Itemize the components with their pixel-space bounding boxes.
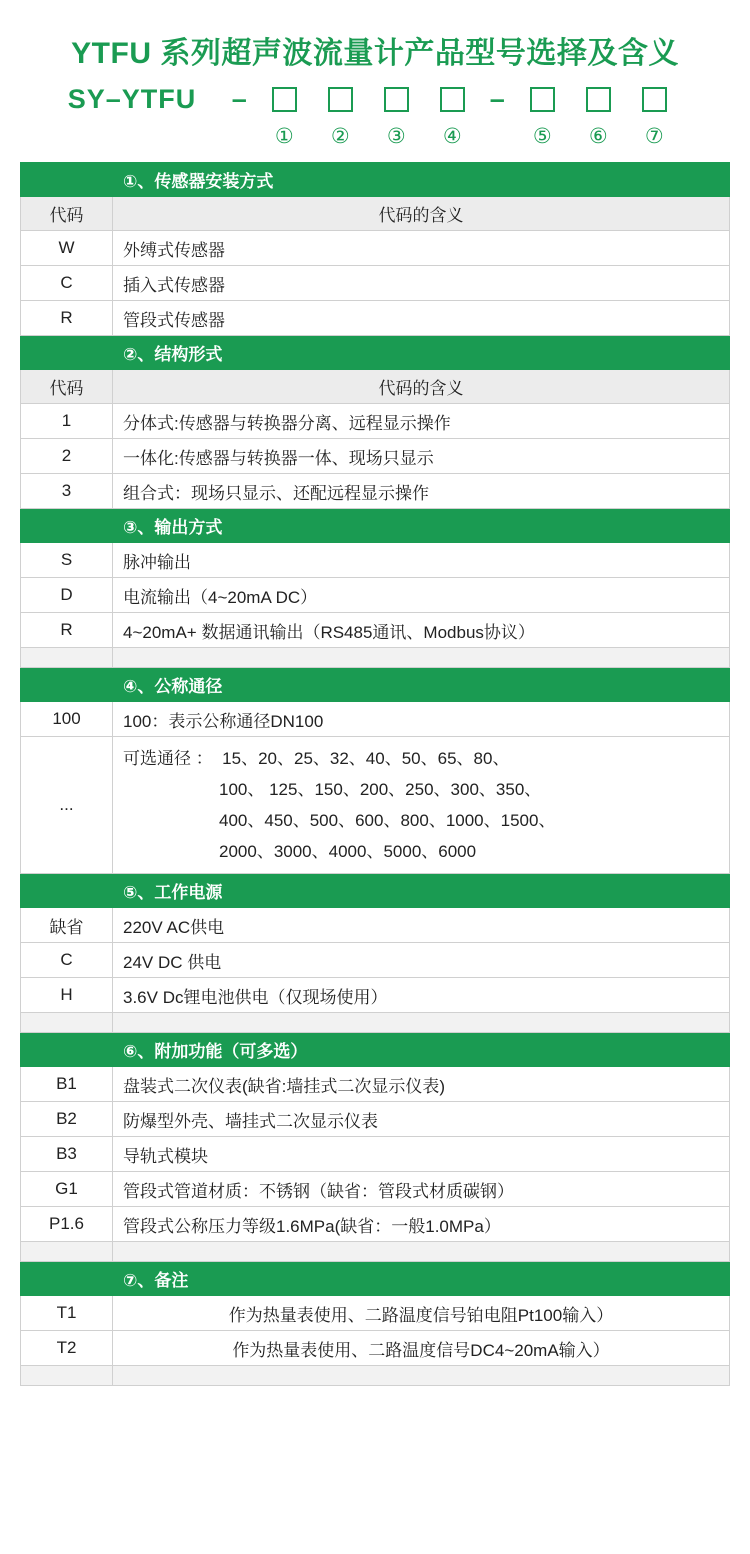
row-code: G1 bbox=[21, 1172, 113, 1207]
row-description: 防爆型外壳、墙挂式二次显示仪表 bbox=[113, 1102, 730, 1137]
model-dash-2: – bbox=[489, 84, 505, 114]
row-description: 分体式:传感器与转换器分离、远程显示操作 bbox=[113, 404, 730, 439]
row-code: B3 bbox=[21, 1137, 113, 1172]
column-header-row bbox=[21, 197, 730, 231]
section-header-row bbox=[21, 668, 730, 702]
row-description: 管段式公称压力等级1.6MPa(缺省：一般1.0MPa） bbox=[113, 1207, 730, 1242]
spacer-cell-code bbox=[21, 1013, 113, 1033]
meaning-column-header: 代码的含义 bbox=[113, 370, 730, 404]
table-row bbox=[21, 702, 730, 737]
row-description bbox=[113, 737, 730, 874]
table-row bbox=[21, 543, 730, 578]
marker-4: ④ bbox=[442, 124, 462, 148]
row-code: C bbox=[21, 266, 113, 301]
spec-table-body bbox=[21, 163, 730, 1386]
spacer-cell-code bbox=[21, 1242, 113, 1262]
row-description: 3.6V Dc锂电池供电（仅现场使用） bbox=[113, 978, 730, 1013]
row-description: 管段式传感器 bbox=[113, 301, 730, 336]
row-description: 外缚式传感器 bbox=[113, 231, 730, 266]
code-box-7 bbox=[642, 87, 667, 112]
section-header-row bbox=[21, 874, 730, 908]
spacer-cell-code bbox=[21, 1366, 113, 1386]
row-code: 缺省 bbox=[21, 908, 113, 943]
row-description: 作为热量表使用、二路温度信号DC4~20mA输入） bbox=[113, 1331, 730, 1366]
table-row bbox=[21, 1137, 730, 1172]
row-code: H bbox=[21, 978, 113, 1013]
code-column-header: 代码 bbox=[21, 197, 113, 231]
section-header-spacer bbox=[21, 509, 113, 543]
page-title: YTFU 系列超声波流量计产品型号选择及含义 bbox=[71, 37, 679, 70]
column-header-row bbox=[21, 370, 730, 404]
table-row bbox=[21, 266, 730, 301]
code-box-4 bbox=[440, 87, 465, 112]
section-header-title: ⑦、备注 bbox=[113, 1262, 730, 1296]
row-code: T2 bbox=[21, 1331, 113, 1366]
row-code: S bbox=[21, 543, 113, 578]
table-row bbox=[21, 231, 730, 266]
table-row bbox=[21, 1067, 730, 1102]
row-code: R bbox=[21, 301, 113, 336]
table-row bbox=[21, 1331, 730, 1366]
marker-slot-6 bbox=[570, 126, 626, 148]
section-header-title: ②、结构形式 bbox=[113, 336, 730, 370]
row-description: 220V AC供电 bbox=[113, 908, 730, 943]
section-header-row bbox=[21, 509, 730, 543]
marker-slot-3 bbox=[368, 126, 424, 148]
spacer-cell-desc bbox=[113, 648, 730, 668]
row-description: 24V DC 供电 bbox=[113, 943, 730, 978]
code-box-1 bbox=[272, 87, 297, 112]
row-description: 管段式管道材质：不锈钢（缺省：管段式材质碳钢） bbox=[113, 1172, 730, 1207]
table-row bbox=[21, 613, 730, 648]
table-row bbox=[21, 474, 730, 509]
row-description: 作为热量表使用、二路温度信号铂电阻Pt100输入） bbox=[113, 1296, 730, 1331]
row-code: 100 bbox=[21, 702, 113, 737]
table-row bbox=[21, 301, 730, 336]
code-box-2 bbox=[328, 87, 353, 112]
section-header-spacer bbox=[21, 1262, 113, 1296]
model-dash-1: – bbox=[231, 84, 247, 114]
table-row bbox=[21, 908, 730, 943]
code-box-slot-3 bbox=[368, 87, 424, 112]
marker-slot-5 bbox=[514, 126, 570, 148]
code-box-slot-4 bbox=[424, 87, 480, 112]
marker-3: ③ bbox=[386, 124, 406, 148]
marker-7: ⑦ bbox=[644, 124, 664, 148]
table-row bbox=[21, 1172, 730, 1207]
marker-5: ⑤ bbox=[532, 124, 552, 148]
section-header-row bbox=[21, 336, 730, 370]
marker-slot-4 bbox=[424, 126, 480, 148]
row-code: T1 bbox=[21, 1296, 113, 1331]
table-row bbox=[21, 404, 730, 439]
spec-table bbox=[20, 162, 730, 1386]
row-code: B1 bbox=[21, 1067, 113, 1102]
row-description: 盘装式二次仪表(缺省:墙挂式二次显示仪表) bbox=[113, 1067, 730, 1102]
meaning-column-header: 代码的含义 bbox=[113, 197, 730, 231]
model-prefix-label: SY–YTFU bbox=[67, 84, 197, 114]
spacer-row bbox=[21, 1366, 730, 1386]
row-code: C bbox=[21, 943, 113, 978]
section-header-title: ⑥、附加功能（可多选） bbox=[113, 1033, 730, 1067]
row-code: W bbox=[21, 231, 113, 266]
table-row bbox=[21, 439, 730, 474]
row-code: R bbox=[21, 613, 113, 648]
row-code: B2 bbox=[21, 1102, 113, 1137]
row-description: 组合式：现场只显示、还配远程显示操作 bbox=[113, 474, 730, 509]
row-description-line: 100、 125、150、200、250、300、350、 bbox=[219, 780, 542, 799]
spacer-cell-desc bbox=[113, 1242, 730, 1262]
section-header-title: ④、公称通径 bbox=[113, 668, 730, 702]
marker-2: ② bbox=[330, 124, 350, 148]
row-code: 2 bbox=[21, 439, 113, 474]
row-description: 100：表示公称通径DN100 bbox=[113, 702, 730, 737]
code-box-5 bbox=[530, 87, 555, 112]
row-description: 导轨式模块 bbox=[113, 1137, 730, 1172]
section-header-spacer bbox=[21, 668, 113, 702]
code-box-slot-7 bbox=[626, 87, 682, 112]
row-description-line: 可选通径 ： 15、20、25、32、40、50、65、80、 bbox=[123, 749, 510, 768]
section-header-title: ①、传感器安装方式 bbox=[113, 163, 730, 197]
row-description-line: 400、450、500、600、800、1000、1500、 bbox=[219, 811, 556, 830]
code-box-slot-6 bbox=[570, 87, 626, 112]
section-header-spacer bbox=[21, 1033, 113, 1067]
row-code: 3 bbox=[21, 474, 113, 509]
row-code: P1.6 bbox=[21, 1207, 113, 1242]
row-description: 插入式传感器 bbox=[113, 266, 730, 301]
table-row bbox=[21, 978, 730, 1013]
code-box-slot-1 bbox=[256, 87, 312, 112]
row-description: 一体化:传感器与转换器一体、现场只显示 bbox=[113, 439, 730, 474]
table-row bbox=[21, 737, 730, 874]
model-code-row bbox=[0, 78, 750, 115]
section-header-row bbox=[21, 1262, 730, 1296]
spacer-row bbox=[21, 648, 730, 668]
table-row bbox=[21, 943, 730, 978]
row-code: ... bbox=[21, 737, 113, 874]
section-header-row bbox=[21, 163, 730, 197]
row-description-lines bbox=[123, 737, 719, 873]
row-code: D bbox=[21, 578, 113, 613]
section-header-spacer bbox=[21, 336, 113, 370]
spacer-cell-desc bbox=[113, 1013, 730, 1033]
marker-slot-1 bbox=[256, 126, 312, 148]
marker-6: ⑥ bbox=[588, 124, 608, 148]
row-description: 4~20mA+ 数据通讯输出（RS485通讯、Modbus协议） bbox=[113, 613, 730, 648]
table-row bbox=[21, 578, 730, 613]
code-box-3 bbox=[384, 87, 409, 112]
spacer-cell-code bbox=[21, 648, 113, 668]
spacer-row bbox=[21, 1013, 730, 1033]
section-header-spacer bbox=[21, 874, 113, 908]
row-description: 电流输出（4~20mA DC） bbox=[113, 578, 730, 613]
marker-slot-7 bbox=[626, 126, 682, 148]
marker-slot-2 bbox=[312, 126, 368, 148]
section-header-row bbox=[21, 1033, 730, 1067]
spacer-row bbox=[21, 1242, 730, 1262]
spacer-cell-desc bbox=[113, 1366, 730, 1386]
code-box-slot-5 bbox=[514, 87, 570, 112]
row-description-line: 2000、3000、4000、5000、6000 bbox=[219, 842, 477, 861]
code-box-6 bbox=[586, 87, 611, 112]
model-marker-row bbox=[0, 115, 750, 152]
table-row bbox=[21, 1296, 730, 1331]
section-header-spacer bbox=[21, 163, 113, 197]
table-row bbox=[21, 1102, 730, 1137]
code-column-header: 代码 bbox=[21, 370, 113, 404]
marker-1: ① bbox=[274, 124, 294, 148]
row-code: 1 bbox=[21, 404, 113, 439]
code-box-slot-2 bbox=[312, 87, 368, 112]
section-header-title: ⑤、工作电源 bbox=[113, 874, 730, 908]
table-row bbox=[21, 1207, 730, 1242]
section-header-title: ③、输出方式 bbox=[113, 509, 730, 543]
row-description: 脉冲输出 bbox=[113, 543, 730, 578]
